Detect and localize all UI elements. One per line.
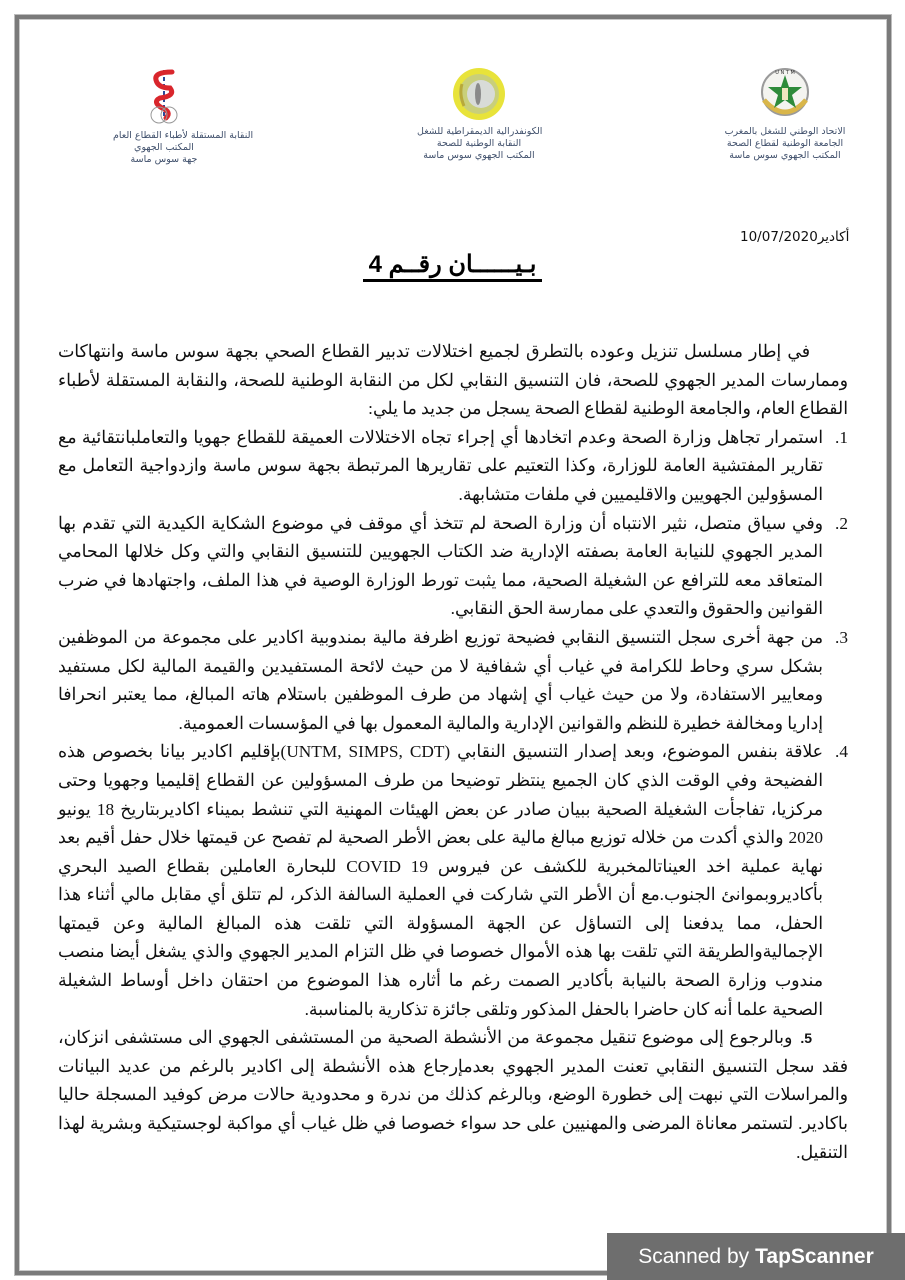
item-text: علاقة بنفس الموضوع، وبعد إصدار التنسيق النقابي (UNTM, SIMPS, CDT)بإقليم اكادير بيانا بخصوص هذه الفضيحة وفي الوقت الذي كان الجميع ينتظر توضيحا من طرف المسؤولين عن القطاع إقليميا وجهويا وحتى مركزيا، تفاجأت الشغيلة الصحية ببيان صادر عن بعض الهيئات المهنية التي تنشط بميناء اكاديربتاريخ 18 يونيو 2020 والذي أكدت من خلاله توزيع مبالغ مالية على بعض الأطر الصحية لم تفصح عن قيمتها خلال حفل أقيم بعد نهاية عملية اخد العيناتالمخبرية للكشف عن فيروس COVID 19 للبحارة العاملين بقطاع الصيد البحري بأكاديروبموانئ الجنوب.مع أن الأطر التي شاركت في العملية السالفة الذكر، لم تتلق أي مقابل مالي أثناء هذا الحفل، مما يدفعنا إلى التساؤل عن الجهة المسؤولة التي تلقت هذه المبالغ المالية وعن قيمتها الإجماليةوالطريقة التي تلقت بها هذه الأموال خصوصا في ظل التزام المدير الجهوي والذي يشغل أيضا منصب مندوب وزارة الصحة بالنيابة بأكادير الصمت رغم ما أثاره هذا الموضوع من احتقان داخل أوساط الشغيلة الصحية علما أنه كان حاضرا بالحفل المذكور وتلقى جائزة تذكارية بالمناسبة. — [58, 742, 824, 1019]
org-line: النقابة الوطنية للصحة — [436, 138, 522, 149]
org-line: المكتب الجهوي سوس ماسة — [729, 150, 841, 161]
statement-item — [58, 510, 848, 624]
document-date: أكادير10/07/2020 — [740, 229, 850, 245]
item-text: وبالرجوع إلى موضوع تنقيل مجموعة من الأنشطة الصحية من المستشفى الجهوي الى مستشفى انزكان، فقد سجل التنسيق النقابي تعنت المدير الجهوي بعدمإرجاع هذه الأنشطة إلى اكادير بالرغم من عديد البيانات والمراسلات التي نبهت إلى خطورة الوضع، وبالرغم كذلك من ندرة و محدودية حالات مرض كوفيد المسجلة حاليا باكادير. لتستمر معاناة المرضى والمهنيين على حد سواء خصوصا في ظل غياب أي مواكبة لوجستيكية وبشرية لهذا التنقيل. — [58, 1028, 848, 1162]
item-number: 3. — [835, 627, 848, 647]
item-number: 5. — [800, 1030, 812, 1047]
org-header-simps — [113, 66, 254, 166]
statement-item — [58, 1024, 848, 1167]
org-line: الكونفدرالية الديمقراطية للشغل — [417, 126, 543, 137]
item-number: 4. — [835, 742, 848, 762]
watermark-prefix: Scanned by — [638, 1244, 750, 1268]
caduceus-snake-emblem-icon — [144, 66, 184, 126]
item-text: وفي سياق متصل، نثير الانتباه أن وزارة الصحة لم تتخذ أي موقف في موضوع الشكاية الكيدية التي تقدم بها المدير الجهوي للنيابة العامة بصفته الإدارية ضد الكتاب الجهويين للتنسيق النقابي والتي وكل خلالها المحامي المتعاقد معه للترافع عن الشغيلة الصحية، مما يثبت تورط الوزارة الوصية في هذا الملف، واجتهادها في ضرب القوانين والحقوق والتعدي على ممارسة الحق النقابي. — [58, 513, 823, 619]
org-line: الاتحاد الوطني للشغل بالمغرب — [724, 126, 846, 137]
statement-item — [58, 624, 848, 738]
statement-item — [58, 738, 848, 1024]
watermark-brand: TapScanner — [755, 1244, 874, 1268]
item-number: 2. — [835, 513, 848, 533]
statement-title — [0, 250, 905, 279]
statement-item — [58, 424, 848, 510]
item-number: 1. — [835, 427, 848, 447]
untm-logo-letters: U N T M — [775, 70, 795, 76]
scanner-watermark — [607, 1233, 905, 1280]
org-line: المكتب الجهوي سوس ماسة — [423, 150, 535, 161]
org-line: النقابة المستقلة لأطباء القطاع العام — [113, 130, 254, 141]
statement-body — [58, 338, 848, 1167]
org-line: جهة سوس ماسة — [130, 154, 198, 165]
org-line: الجامعة الوطنية لقطاع الصحة — [726, 138, 844, 149]
item-text: من جهة أخرى سجل التنسيق النقابي فضيحة توزيع اظرفة مالية بمندوبية اكادير على مجموعة من الموظفين بشكل سري وحاط للكرامة في غياب أي شفافية لا من حيث لائحة المستفيدين والقيمة المالية لكل مستفيد ومعايير الاستفادة، ولا من حيث غياب أي إشهاد من طرف الموظفين باستلام هاته المبالغ، مما يعتبر انحرافا إداريا ومخالفة خطيرة للنظم والقوانين الإدارية والمالية المعمول بها في المؤسسات العمومية. — [58, 627, 823, 733]
item-text: استمرار تجاهل وزارة الصحة وعدم اتخادها أي إجراء تجاه الاختلالات العميقة للقطاع جهويا والتعاملبانتقائية مع تقارير المفتشية العامة للوزارة، وكذا التعتيم على تقاريرها المرتبطة بجهة سوس ماسة وازدواجية التعامل مع المسؤولين الجهويين والاقليميين في ملفات متشابهة. — [58, 427, 823, 504]
cdt-round-emblem-icon — [450, 66, 508, 122]
statement-items — [58, 424, 848, 1167]
org-header-cdt — [417, 66, 541, 162]
intro-paragraph: في إطار مسلسل تنزيل وعوده بالتطرق لجميع اختلالات تدبير القطاع الصحي بجهة سوس ماسة وانتهاكات وممارسات المدير الجهوي للصحة، فان التنسيق النقابي لكل من النقابة الوطنية للصحة، والنقابة المستقلة لأطباء القطاع العام، والجامعة الوطنية لقطاع الصحة يسجل من جديد ما يلي: — [58, 342, 848, 419]
statement-title-text: بـيــــــان رقــم 4 — [363, 251, 543, 282]
org-header-untm — [717, 66, 853, 162]
org-line: المكتب الجهوي — [134, 142, 194, 153]
untm-star-emblem-icon — [757, 66, 813, 122]
